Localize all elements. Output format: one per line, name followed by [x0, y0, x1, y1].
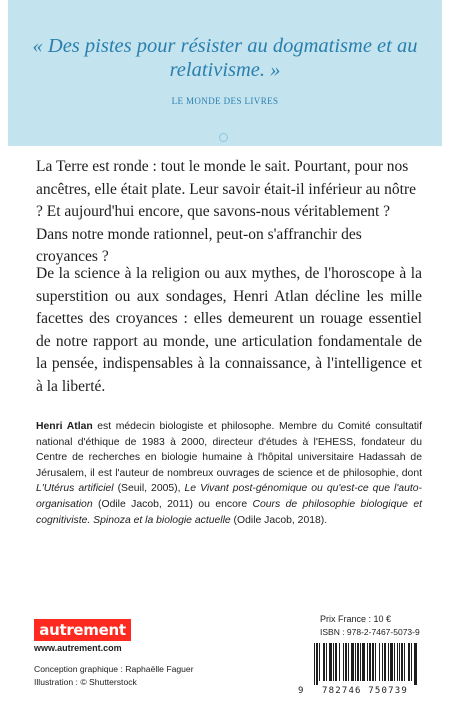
barcode-bar — [367, 643, 368, 681]
barcode-bar — [326, 643, 327, 681]
bio-text-2: (Seuil, 2005), — [113, 483, 185, 495]
barcode-bar — [343, 643, 344, 681]
barcode-bar — [390, 643, 393, 681]
author-name: Henri Atlan — [36, 421, 93, 432]
barcode-bar — [323, 643, 325, 681]
bio-text-3: (Odile Jacob, 2011) ou encore — [92, 498, 253, 510]
barcode-bar — [329, 643, 332, 681]
press-quote: « Des pistes pour résister au dogmatisme et au relativisme. » — [32, 35, 418, 81]
barcode-bar — [404, 643, 405, 681]
barcode-bar — [369, 643, 371, 681]
barcode — [298, 640, 424, 700]
barcode-bar — [379, 643, 380, 681]
design-credit: Conception graphique : Raphaëlle Faguer — [34, 664, 194, 674]
barcode-bar — [408, 643, 410, 681]
bio-text-4: (Odile Jacob, 2018). — [230, 514, 328, 526]
barcode-bar — [375, 643, 376, 681]
publisher-logo: autrement — [34, 619, 131, 641]
barcode-bar — [397, 643, 398, 681]
price-label: Prix France : 10 € — [320, 614, 392, 624]
barcode-bar — [362, 643, 365, 681]
barcode-bar — [314, 643, 315, 685]
isbn-label: ISBN : 978-2-7467-5073-9 — [320, 627, 420, 637]
barcode-lead-digit: 9 — [298, 686, 304, 696]
blurb-paragraph-1: La Terre est ronde : tout le monde le sait. Pourtant, pour nos ancêtres, elle était plate. Leur savoir était-il inférieur au nôtre ? Et aujourd'hui encore, que savons-nous véritablement ? Dans notre monde rationnel, peut-on s'affranchir des croyances ? — [36, 158, 416, 265]
circle-ornament-icon — [219, 133, 228, 142]
quote-source: LE MONDE DES LIVRES — [171, 96, 279, 106]
barcode-bar — [351, 643, 354, 681]
illustration-credit: Illustration : © Shutterstock — [34, 677, 137, 687]
barcode-bar — [339, 643, 340, 681]
barcode-bar — [414, 643, 417, 685]
blurb-paragraph-2: De la science à la religion ou aux mythes, de l'horoscope à la superstition ou aux sondages, Henri Atlan décline les mille facettes des croyances : elles demeurent un rouage essentiel de notre rapport au monde, une articulation fondamentale de la pensée, indispensables à la connaissance, à l'intelligence et à la liberté. — [36, 265, 422, 395]
barcode-bar — [394, 643, 395, 681]
book-title-1: L'Utérus artificiel — [36, 483, 114, 495]
barcode-bar — [372, 643, 374, 681]
barcode-bar — [335, 643, 337, 681]
barcode-bar — [345, 643, 347, 681]
barcode-bar — [411, 643, 412, 681]
barcode-bar — [333, 643, 334, 681]
barcode-bar — [348, 643, 349, 681]
barcode-icon — [312, 643, 418, 685]
publisher-website[interactable]: www.autrement.com — [34, 643, 122, 653]
barcode-bar — [319, 643, 320, 681]
barcode-bar — [355, 643, 356, 681]
barcode-bar — [360, 643, 361, 681]
barcode-bar — [357, 643, 359, 681]
barcode-bar — [388, 643, 389, 681]
barcode-bar — [401, 643, 403, 681]
book-title-2: Le Vivant post-génomique ou qu'est-ce que l'auto-organisation — [36, 483, 422, 510]
book-title-3: Cours de philosophie biologique et cognitiviste. Spinoza et la biologie actuelle — [36, 498, 422, 526]
author-bio — [36, 419, 422, 528]
barcode-bar — [382, 643, 383, 681]
barcode-bar — [316, 643, 318, 685]
barcode-bar — [384, 643, 386, 681]
bio-text-1: est médecin biologiste et philosophe. Membre du Comité consultatif national d'éthique de 1983 à 2000, directeur d'études à l'EHESS, fondateur du Centre de recherches en biologie humaine à l'hôpital universitaire Hadassah de Jérusalem, il est l'auteur de nombreux ouvrages de science et de philosophie, dont — [36, 421, 422, 479]
barcode-digits: 782746 750739 — [321, 686, 409, 696]
barcode-bar — [399, 643, 400, 681]
